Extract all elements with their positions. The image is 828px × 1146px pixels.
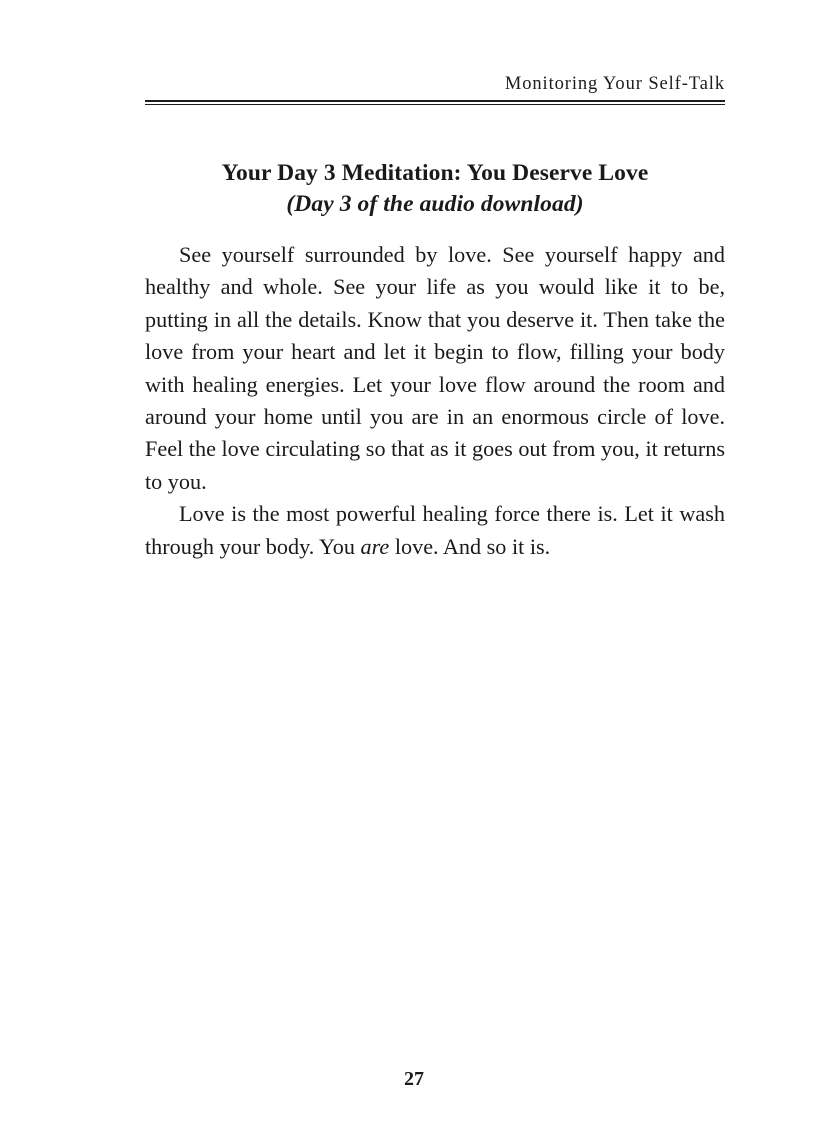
emphasized-word: are [360, 533, 390, 559]
paragraph-two [145, 498, 725, 563]
running-head: Monitoring Your Self-Talk [504, 74, 725, 94]
header-rule-thin [145, 104, 725, 105]
paragraph-one-text: See yourself surrounded by love. See yourself happy and healthy and whole. See your life as you would like it to be, putting in all the details. Know that you deserve it. Then take the love from your heart and let it begin to flow, filling your body with healing energies. Let your love flow around the room and around your home until you are in an enormous circle of love. Feel the love circulating so that as it goes out from you, it returns to you. [145, 242, 725, 494]
meditation-title: Your Day 3 Meditation: You Deserve Love [221, 160, 649, 186]
page-content [145, 158, 725, 563]
paragraph-two-text-after-emphasis: love. And so it is. [389, 533, 551, 559]
meditation-subtitle: (Day 3 of the audio download) [286, 191, 584, 218]
page-number: 27 [404, 1068, 424, 1090]
paragraph-one [145, 239, 725, 498]
paragraph-two-text-before-emphasis: Love is the most powerful healing force there is. Let it wash through your body. You [145, 501, 725, 559]
header-rule-thick [145, 100, 725, 102]
